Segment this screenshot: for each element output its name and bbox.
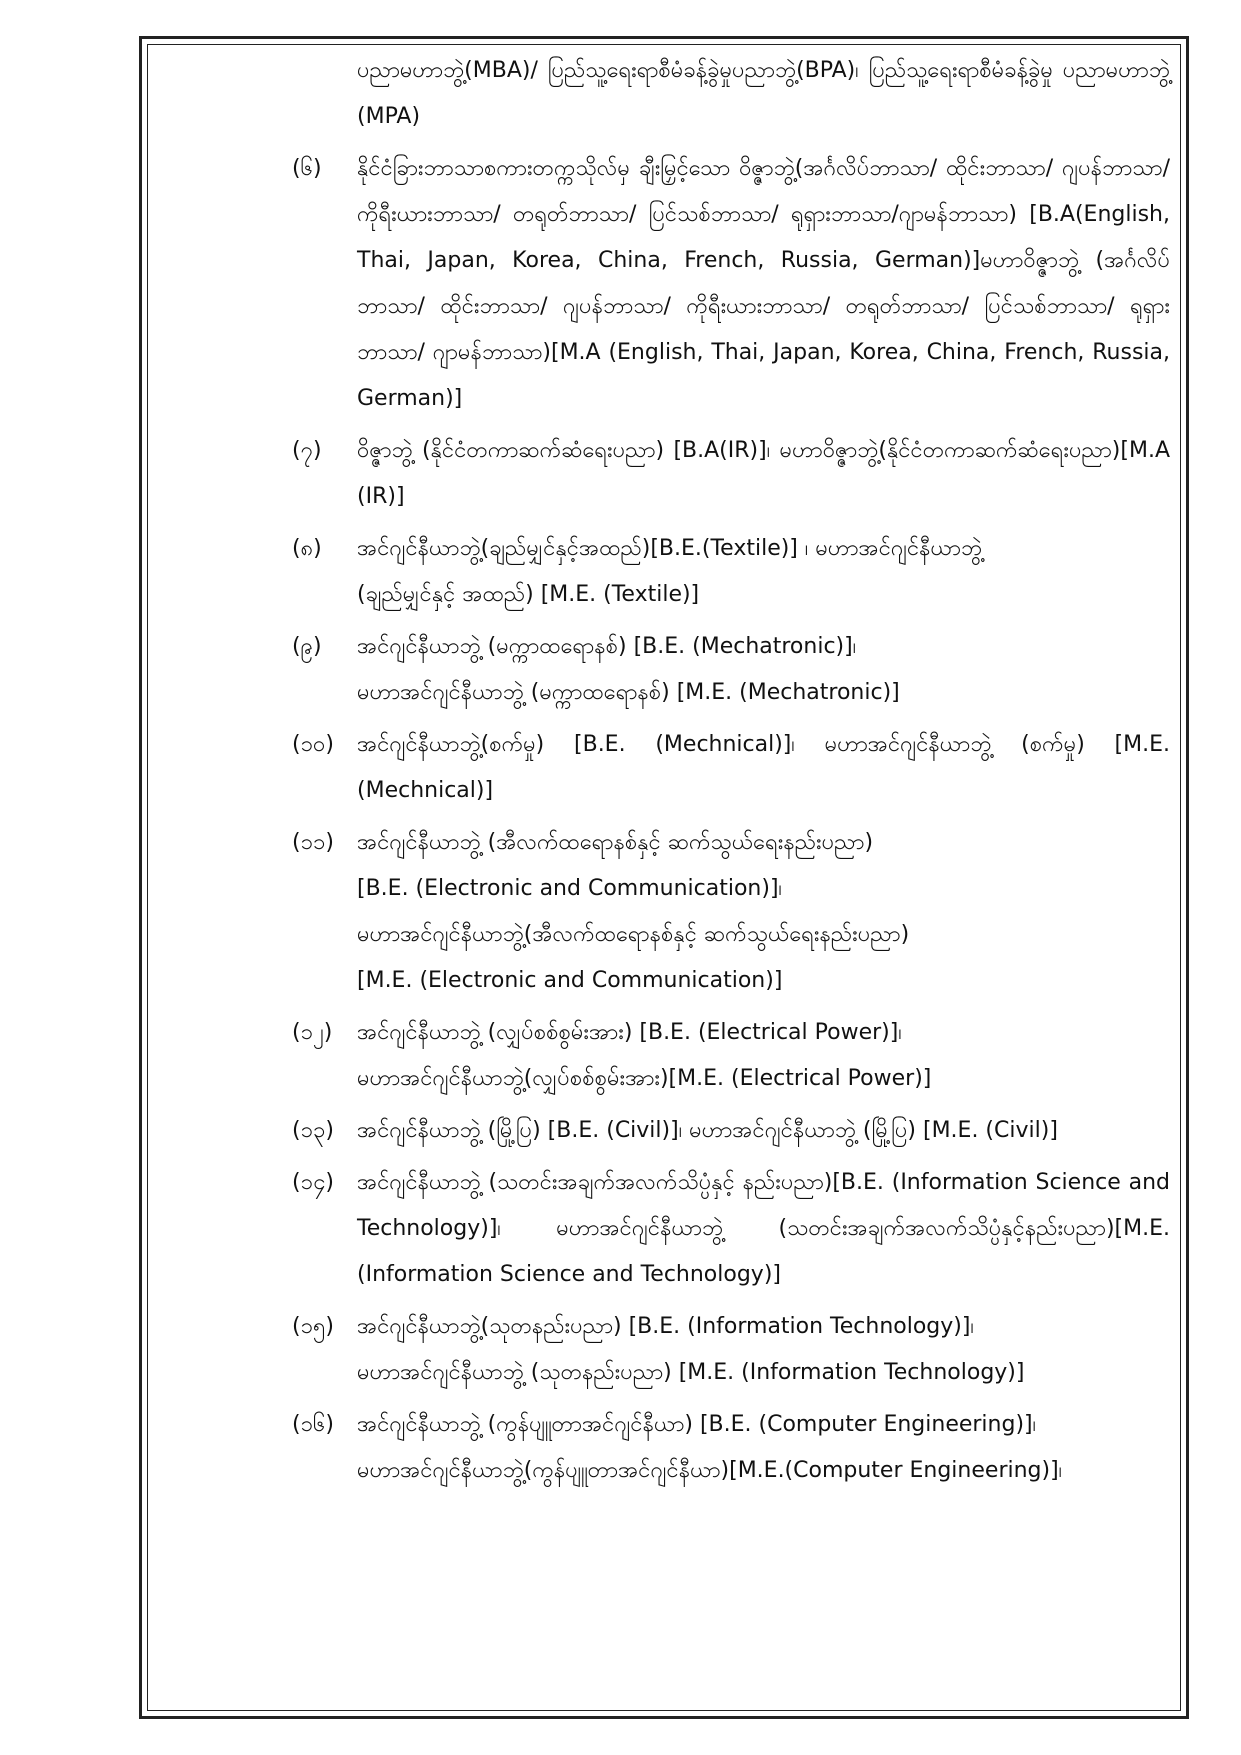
- item-line: မဟာအင်ဂျင်နီယာဘွဲ့(အီလက်ထရောနစ်နှင့် ဆက်သွယ်ရေးနည်းပညာ): [357, 922, 910, 947]
- item-line: [M.E. (Electronic and Communication)]: [357, 968, 783, 993]
- item-number: (၇): [292, 438, 322, 463]
- item-text: အင်ဂျင်နီယာဘွဲ့ (မြို့ပြ) [B.E. (Civil)]၊ မဟာအင်ဂျင်နီယာဘွဲ့ (မြို့ပြ) [M.E. (Civil)]: [357, 1118, 1058, 1143]
- item-text: အင်ဂျင်နီယာဘွဲ့(စက်မှု) [B.E. (Mechnical)]၊ မဟာအင်ဂျင်နီယာဘွဲ့ (စက်မှု) [M.E.(Mechnical)]: [357, 732, 1170, 803]
- item-number: (၁၀): [292, 732, 334, 757]
- item-number: (၈): [292, 536, 322, 561]
- item-line: မဟာအင်ဂျင်နီယာဘွဲ့ (မက္ကာထရောနစ်) [M.E. (Mechatronic)]: [357, 680, 900, 705]
- list-item: [292, 526, 1170, 618]
- item-number: (၁၆): [292, 1412, 334, 1437]
- list-item: [292, 1160, 1170, 1298]
- list-item: [292, 1010, 1170, 1102]
- degree-list: [292, 146, 1170, 1494]
- list-item: [292, 624, 1170, 716]
- item-number: (၁၅): [292, 1314, 334, 1339]
- item-number: (၁၃): [292, 1118, 334, 1143]
- list-item: [292, 146, 1170, 422]
- item-number: (၁၄): [292, 1170, 334, 1195]
- item-number: (၉): [292, 634, 322, 659]
- item-text: အင်ဂျင်နီယာဘွဲ့ (သတင်းအချက်အလက်သိပ္ပံနှင့် နည်းပညာ)[B.E. (Information Science and Technology)]၊ မဟာအင်ဂျင်နီယာဘွဲ့ (သတင်းအချက်အလက်သိပ္ပံနှင့်နည်းပညာ)[M.E. (Information Science and Technology)]: [357, 1170, 1170, 1287]
- item-text: [357, 526, 1170, 618]
- continuation-paragraph: ပညာမဟာဘွဲ့(MBA)/ ပြည်သူ့ရေးရာစီမံခန့်ခွဲမှုပညာဘွဲ့(BPA)၊ ပြည်သူ့ရေးရာစီမံခန့်ခွဲမှု ပညာမဟာဘွဲ့ (MPA): [357, 58, 1170, 129]
- list-item: [292, 1304, 1170, 1396]
- item-line: မဟာအင်ဂျင်နီယာဘွဲ့(ကွန်ပျူတာအင်ဂျင်နီယာ)[M.E.(Computer Engineering)]၊: [357, 1458, 1063, 1483]
- item-text: [357, 624, 1170, 716]
- item-line: အင်ဂျင်နီယာဘွဲ့ (လျှပ်စစ်စွမ်းအား) [B.E. (Electrical Power)]၊: [357, 1020, 902, 1045]
- item-line: အင်ဂျင်နီယာဘွဲ့(ချည်မျှင်နှင့်အထည်)[B.E.(Textile)] ၊ မဟာအင်ဂျင်နီယာဘွဲ့: [357, 536, 983, 561]
- item-text: [357, 1304, 1170, 1396]
- item-line: [B.E. (Electronic and Communication)]၊: [357, 876, 783, 901]
- item-line: အင်ဂျင်နီယာဘွဲ့(သုတနည်းပညာ) [B.E. (Information Technology)]၊: [357, 1314, 974, 1339]
- list-item: [292, 722, 1170, 814]
- item-line: အင်ဂျင်နီယာဘွဲ့ (အီလက်ထရောနစ်နှင့် ဆက်သွယ်ရေးနည်းပညာ): [357, 830, 874, 855]
- item-number: (၁၁): [292, 830, 334, 855]
- document-body: [292, 48, 1170, 1500]
- list-item: [292, 820, 1170, 1004]
- item-line: (ချည်မျှင်နှင့် အထည်) [M.E. (Textile)]: [357, 582, 700, 607]
- item-text: နိုင်ငံခြားဘာသာစကားတက္ကသိုလ်မှ ချီးမြှင့်သော ဝိဇ္ဇာဘွဲ့(အင်္ဂလိပ်ဘာသာ/ ထိုင်းဘာသာ/ ဂျပန်ဘာသာ/ ကိုရီးယားဘာသာ/ တရုတ်ဘာသာ/ ပြင်သစ်ဘာသာ/ ရုရှားဘာသာ/ဂျာမန်ဘာသာ) [B.A(English, Thai, Japan, Korea, China, French, Russia, German)]မဟာဝိဇ္ဇာဘွဲ့ (အင်္ဂလိပ်ဘာသာ/ ထိုင်းဘာသာ/ ဂျပန်ဘာသာ/ ကိုရီးယားဘာသာ/ တရုတ်ဘာသာ/ ပြင်သစ်ဘာသာ/ ရုရှားဘာသာ/ ဂျာမန်ဘာသာ)[M.A (English, Thai, Japan, Korea, China, French, Russia, German)]: [357, 156, 1170, 411]
- item-line: မဟာအင်ဂျင်နီယာဘွဲ့(လျှပ်စစ်စွမ်းအား)[M.E. (Electrical Power)]: [357, 1066, 932, 1091]
- item-text: [357, 820, 1170, 1004]
- list-item: [292, 1402, 1170, 1494]
- item-number: (၁၂): [292, 1020, 333, 1045]
- item-text: [357, 1010, 1170, 1102]
- list-item: [292, 1108, 1170, 1154]
- item-line: မဟာအင်ဂျင်နီယာဘွဲ့ (သုတနည်းပညာ) [M.E. (Information Technology)]: [357, 1360, 1025, 1385]
- item-line: အင်ဂျင်နီယာဘွဲ့ (ကွန်ပျူတာအင်ဂျင်နီယာ) [B.E. (Computer Engineering)]၊: [357, 1412, 1037, 1437]
- item-line: အင်ဂျင်နီယာဘွဲ့ (မက္ကာထရောနစ်) [B.E. (Mechatronic)]၊: [357, 634, 857, 659]
- item-text: [357, 1402, 1170, 1494]
- item-number: (၆): [292, 156, 322, 181]
- item-text: ဝိဇ္ဇာဘွဲ့ (နိုင်ငံတကာဆက်ဆံရေးပညာ) [B.A(IR)]၊ မဟာဝိဇ္ဇာဘွဲ့(နိုင်ငံတကာဆက်ဆံရေးပညာ)[M.A (IR)]: [357, 438, 1170, 509]
- list-item: [292, 428, 1170, 520]
